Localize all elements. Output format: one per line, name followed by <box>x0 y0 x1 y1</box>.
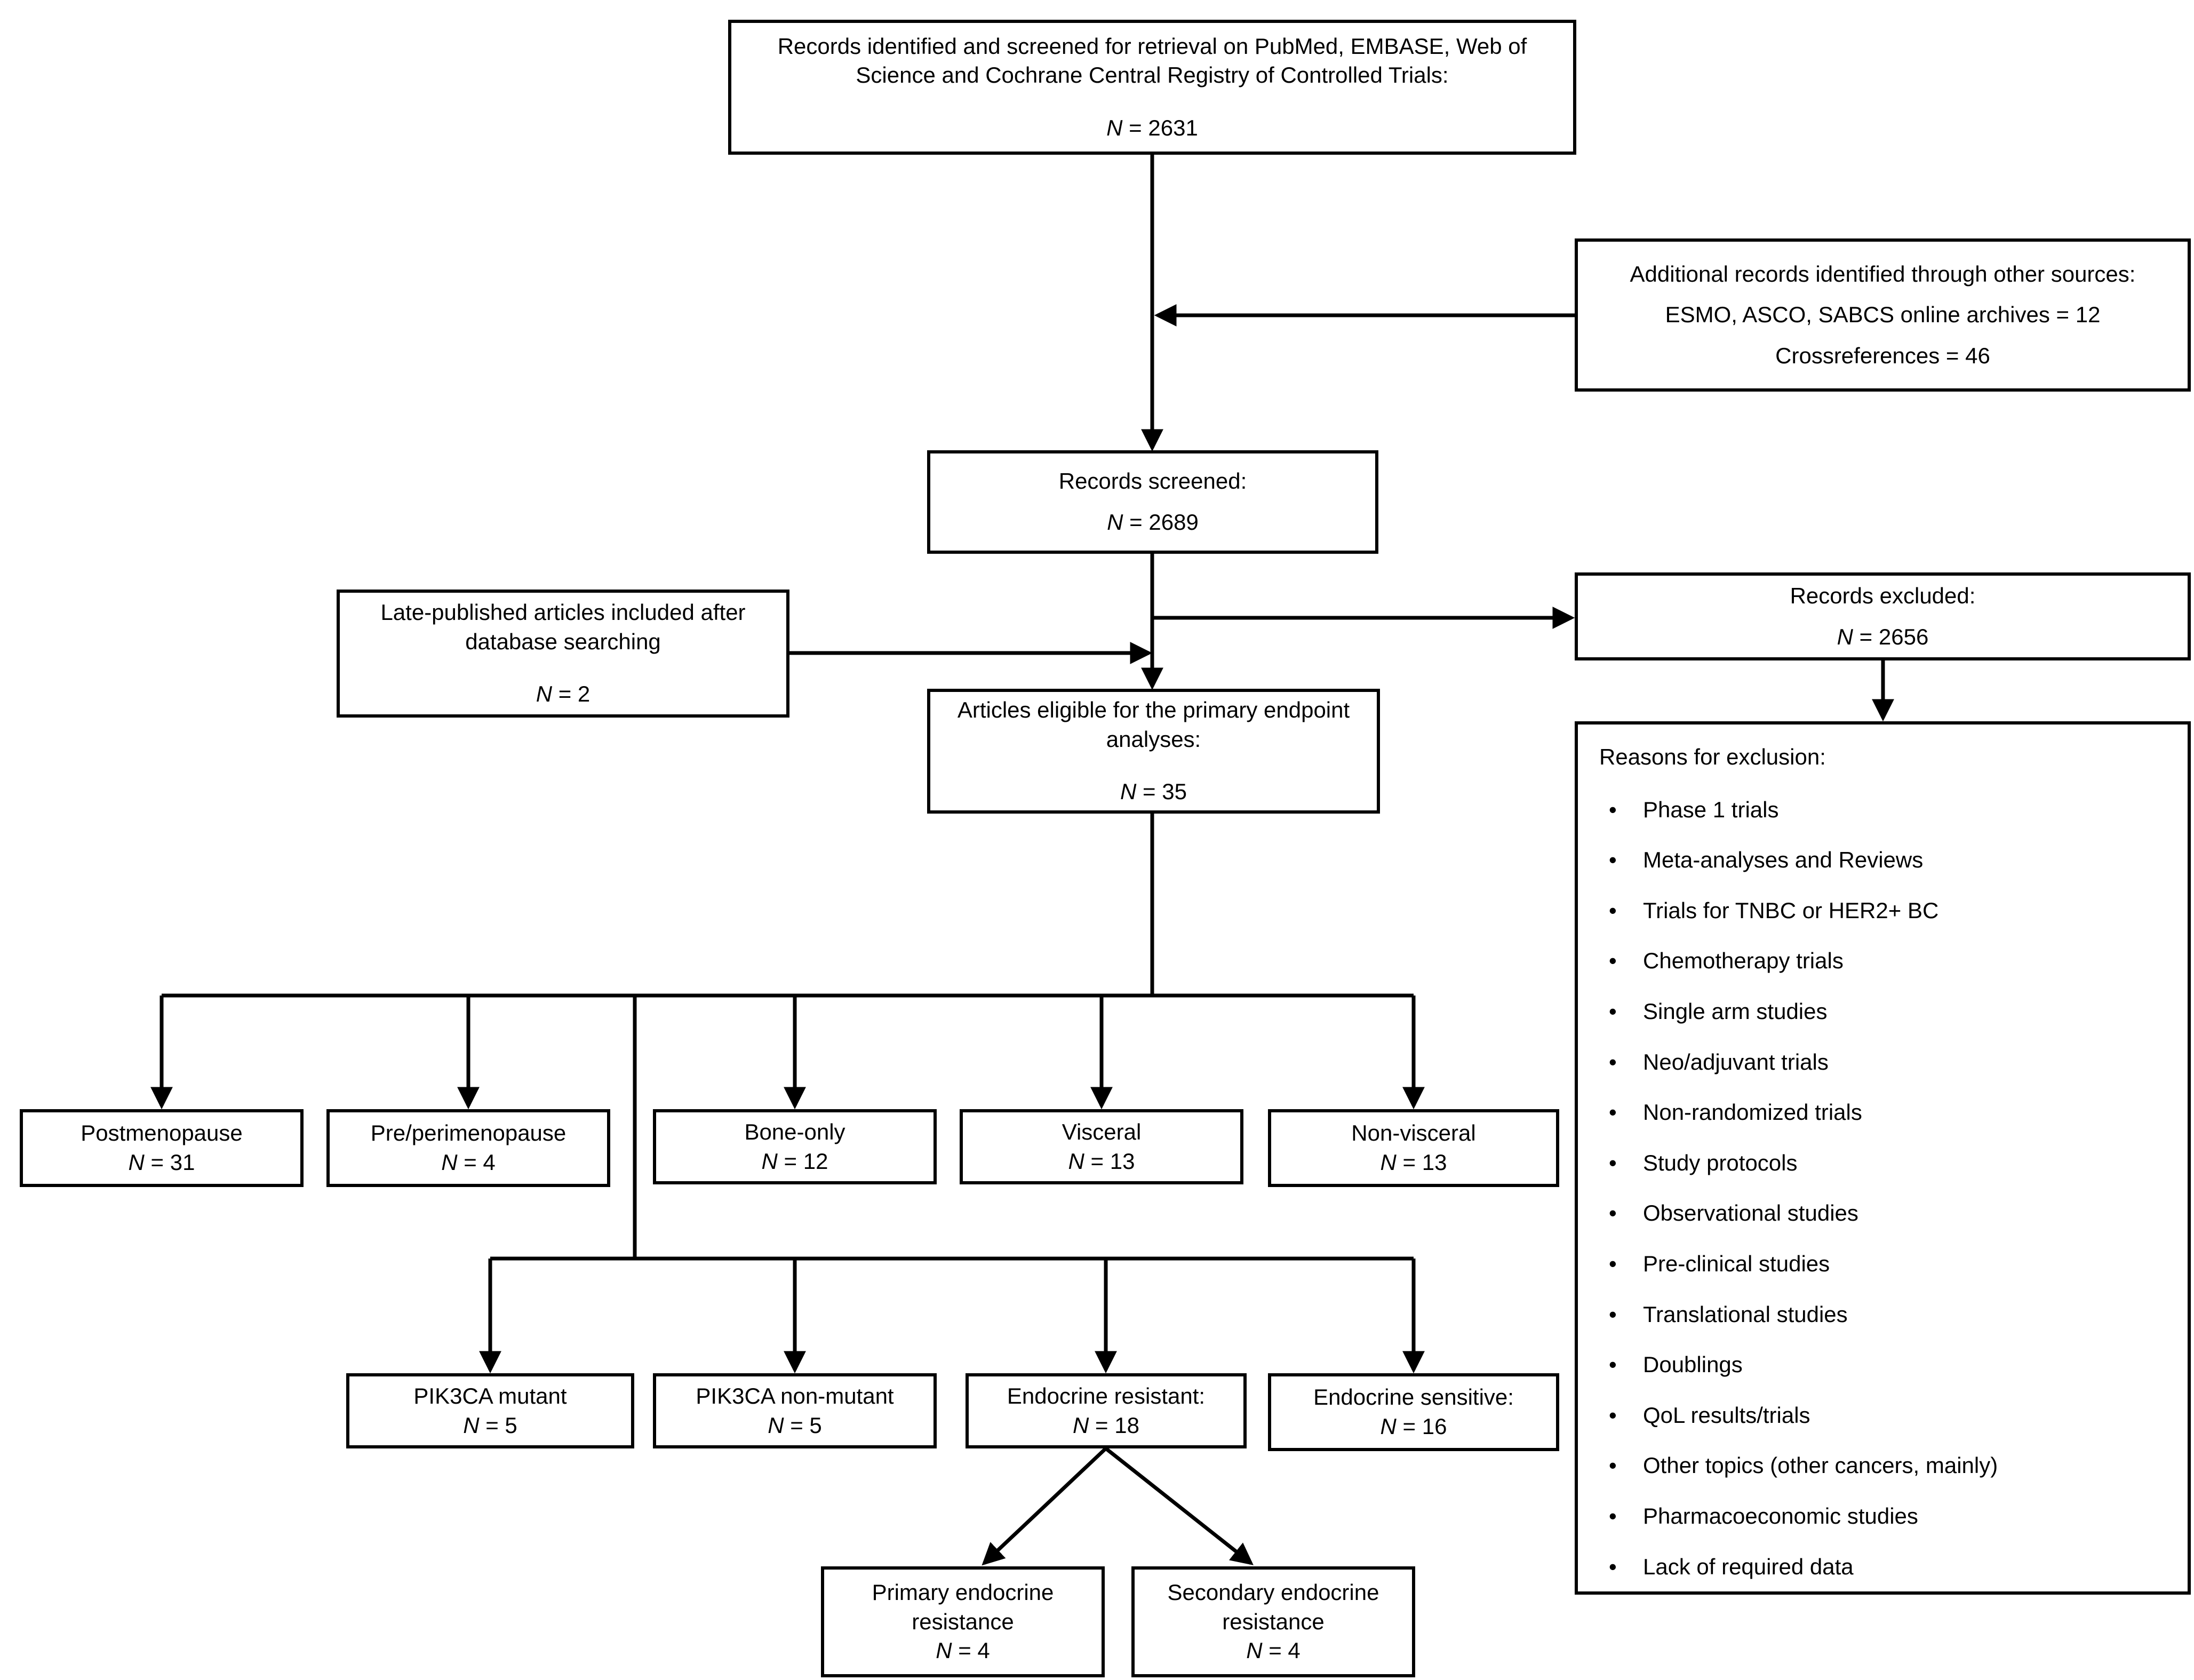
pik3ca-mutant-count: N = 5 <box>463 1412 517 1438</box>
box-late-published <box>337 590 789 718</box>
pik3ca-mutant-text: PIK3CA mutant <box>413 1383 567 1408</box>
late-published-text: Late-published articles included after database searching <box>380 600 746 654</box>
box-primary-endocrine-resistance <box>821 1566 1105 1677</box>
additional-records-line1: ESMO, ASCO, SABCS online archives = 12 <box>1665 302 2101 328</box>
preperimenopause-text: Pre/perimenopause <box>370 1120 567 1146</box>
reason-item: • Lack of required data <box>1599 1552 2166 1582</box>
endocrine-sensitive-text: Endocrine sensitive: <box>1313 1384 1514 1410</box>
reasons-title: Reasons for exclusion: <box>1599 744 1826 769</box>
box-records-screened <box>927 450 1378 554</box>
reason-item: • Single arm studies <box>1599 997 2166 1026</box>
reasons-list <box>1599 795 2166 1582</box>
additional-records-line2: Crossreferences = 46 <box>1775 343 1990 368</box>
box-additional-records <box>1575 238 2191 392</box>
box-pik3ca-non-mutant <box>653 1373 937 1448</box>
box-records-excluded <box>1575 572 2191 660</box>
reason-item: • Study protocols <box>1599 1149 2166 1178</box>
reason-item: • Observational studies <box>1599 1199 2166 1228</box>
records-excluded-text: Records excluded: <box>1790 583 1976 608</box>
records-screened-count: N = 2689 <box>1107 509 1199 535</box>
visceral-count: N = 13 <box>1068 1148 1135 1174</box>
box-visceral <box>960 1109 1243 1184</box>
arrow-to-secondary-resistance <box>1106 1448 1251 1563</box>
records-screened-text: Records screened: <box>1058 468 1247 494</box>
reason-item: • Trials for TNBC or HER2+ BC <box>1599 896 2166 926</box>
records-excluded-count: N = 2656 <box>1837 624 1929 649</box>
preperimenopause-count: N = 4 <box>441 1150 496 1175</box>
primary-resistance-count: N = 4 <box>936 1638 990 1663</box>
reason-item: • Non-randomized trials <box>1599 1098 2166 1127</box>
additional-records-title: Additional records identified through other sources: <box>1630 261 2136 286</box>
endocrine-resistant-count: N = 18 <box>1073 1412 1139 1438</box>
box-preperimenopause <box>326 1109 610 1187</box>
late-published-count: N = 2 <box>536 681 591 707</box>
box-reasons-for-exclusion <box>1575 721 2191 1595</box>
pik3ca-non-mutant-count: N = 5 <box>768 1412 822 1438</box>
articles-eligible-text: Articles eligible for the primary endpoint analyses: <box>957 697 1350 752</box>
bone-only-text: Bone-only <box>744 1119 845 1144</box>
postmenopause-count: N = 31 <box>128 1150 195 1175</box>
reason-item: • Phase 1 trials <box>1599 795 2166 825</box>
reason-item: • Neo/adjuvant trials <box>1599 1048 2166 1077</box>
reason-item: • Other topics (other cancers, mainly) <box>1599 1451 2166 1480</box>
primary-resistance-text: Primary endocrine resistance <box>872 1580 1054 1634</box>
box-non-visceral <box>1268 1109 1559 1187</box>
non-visceral-text: Non-visceral <box>1351 1120 1476 1146</box>
reason-item: • Chemotherapy trials <box>1599 946 2166 976</box>
endocrine-sensitive-count: N = 16 <box>1380 1414 1447 1439</box>
box-postmenopause <box>20 1109 304 1187</box>
reason-item: • Meta-analyses and Reviews <box>1599 846 2166 875</box>
box-endocrine-resistant <box>966 1373 1247 1448</box>
secondary-resistance-count: N = 4 <box>1246 1638 1301 1663</box>
reason-item: • Doublings <box>1599 1350 2166 1380</box>
postmenopause-text: Postmenopause <box>81 1120 243 1146</box>
box-endocrine-sensitive <box>1268 1373 1559 1451</box>
box-bone-only <box>653 1109 937 1184</box>
box-secondary-endocrine-resistance <box>1131 1566 1415 1677</box>
secondary-resistance-text: Secondary endocrine resistance <box>1167 1580 1379 1634</box>
records-identified-text: Records identified and screened for retrieval on PubMed, EMBASE, Web of Science and Cochrane Central Registry of Controlled Trials: <box>777 33 1527 88</box>
arrow-to-primary-resistance <box>984 1448 1106 1563</box>
box-records-identified <box>728 20 1576 155</box>
bone-only-count: N = 12 <box>761 1148 828 1174</box>
reason-item: • Pre-clinical studies <box>1599 1249 2166 1279</box>
endocrine-resistant-text: Endocrine resistant: <box>1007 1383 1206 1408</box>
visceral-text: Visceral <box>1062 1119 1142 1144</box>
pik3ca-non-mutant-text: PIK3CA non-mutant <box>696 1383 894 1408</box>
reason-item: • QoL results/trials <box>1599 1401 2166 1430</box>
reason-item: • Pharmacoeconomic studies <box>1599 1502 2166 1531</box>
box-pik3ca-mutant <box>346 1373 634 1448</box>
box-articles-eligible <box>927 689 1380 814</box>
records-identified-count: N = 2631 <box>1106 115 1198 140</box>
reason-item: • Translational studies <box>1599 1300 2166 1329</box>
non-visceral-count: N = 13 <box>1380 1150 1447 1175</box>
articles-eligible-count: N = 35 <box>1120 779 1187 805</box>
